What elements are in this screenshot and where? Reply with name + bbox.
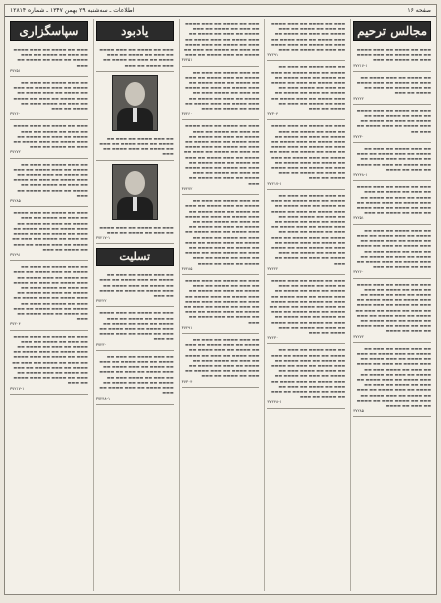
notice-number: ۳۷۲۴۸-۱: [95, 395, 111, 401]
notice-item: ▬▬▬ ▬▬ ▬▬▬▬ ▬▬ ▬▬▬ ▬▬▬▬ ▬▬ ▬▬▬ ▬▬ ▬▬▬▬ ▬▬ ▬▬▬ ▬▬▬▬ ▬▬ ▬▬▬ ▬▬ ▬▬▬▬ ▬▬ ▬▬▬ ۳۷۲۵۱: [10, 45, 88, 77]
notice-item: ▬▬▬ ▬▬ ▬▬▬▬ ▬▬ ▬▬▬ ▬▬▬▬ ▬▬ ▬▬▬ ▬▬ ▬▬▬▬ ▬▬ ▬▬▬ ▬▬▬▬ ▬▬ ▬▬▬ ▬▬ ▬▬▬▬ ▬▬ ▬▬▬ ▬▬▬▬ ▬▬ ▬▬▬: [96, 45, 174, 72]
notice-number: ۳۷۲۹۱: [181, 324, 193, 330]
notice-item: ▬▬ ▬▬▬ ▬▬▬▬ ▬▬ ▬▬▬ ▬▬ ▬▬▬▬ ▬▬ ▬▬▬ ▬▬▬▬ ▬▬ ▬▬▬ ▬▬ ▬▬▬▬ ▬▬ ▬▬▬ ▬▬▬▬ ▬▬ ▬▬▬ ▬▬▬▬ ▬▬ ▬▬▬ ▬▬ ▬▬▬▬ ▬▬ ▬▬▬ ۳۷۲۲۲: [96, 270, 174, 307]
notice-item: ▬▬▬ ▬▬ ▬▬▬▬ ▬▬ ▬▬▬ ▬▬▬▬ ▬▬ ▬▬▬ ▬▬ ▬▬▬▬ ▬▬ ▬▬▬ ▬▬▬▬ ▬▬ ▬▬▬ ▬▬ ▬▬▬▬ ▬▬ ▬▬▬ ▬▬▬▬ ▬▬ ▬▬▬ ▬▬▬▬ ▬▬ ▬▬▬ ▬▬ ▬▬▬▬ ▬▬ ▬▬▬ ▬▬▬▬ ▬▬ ▬▬▬ ▬▬ ▬▬▬▬ ▬▬ ▬▬▬ ▬▬ ▬▬▬▬ ▬▬ ▬▬▬ ▬▬▬▬ ▬▬ ▬▬▬ ▬▬ ▬▬▬▬ ▬▬ ▬▬▬ ▬▬▬▬ ▬▬ ▬▬▬ ▬▬ ▬▬▬▬ ▬▬ ▬▬▬ ▬▬▬▬ ▬▬ ▬▬▬ ▬▬ ▬▬▬▬ ▬▬ ▬▬▬ ▬▬▬▬ ▬▬ ▬▬▬ ۳۷۲۱۷-۱: [267, 121, 345, 189]
notice-number: ۳۷۲۳۰: [95, 341, 107, 347]
column-notices-3: [179, 19, 262, 591]
notice-item: ▬▬▬ ▬▬ ▬▬▬▬ ▬▬ ▬▬▬ ▬▬▬▬ ▬▬ ▬▬▬ ▬▬ ▬▬▬▬ ▬▬ ▬▬▬ ▬▬▬▬ ▬▬ ▬▬▬ ▬▬ ▬▬▬▬ ▬▬ ▬▬▬ ▬▬▬▬ ▬▬ ▬▬▬ ▬▬▬▬ ▬▬ ▬▬▬ ▬▬ ▬▬▬▬ ▬▬ ▬▬▬ ▬▬▬▬ ▬▬ ▬▬▬ ▬▬ ▬▬▬▬ ▬▬ ▬▬▬ ۳۷۲۵۱: [353, 182, 431, 224]
notice-item: ▬▬▬ ▬▬ ▬▬▬▬ ▬▬ ▬▬▬ ▬▬▬▬ ▬▬ ▬▬▬ ▬▬ ▬▬▬▬ ▬▬ ▬▬▬ ▬▬▬▬ ▬▬ ▬▬▬ ▬▬ ▬▬▬▬ ▬▬ ▬▬▬ ▬▬▬▬ ▬▬ ▬▬▬ ▬▬▬▬ ▬▬ ▬▬▬ ▬▬ ▬▬▬▬ ▬▬ ▬▬▬ ▬▬▬▬ ▬▬ ▬▬▬ ▬▬ ▬▬▬▬ ▬▬ ▬▬▬ ▬▬ ▬▬▬▬ ▬▬ ▬▬▬ ▬▬▬▬ ▬▬ ▬▬▬ ▬▬ ▬▬▬▬ ▬▬ ▬▬▬ ▬▬▬▬ ▬▬ ▬▬▬ ۳۷۲۹۱: [182, 276, 260, 334]
notice-item: ▬▬ ▬▬▬▬ ▬▬ ▬▬▬ ▬▬▬▬ ▬▬ ▬▬▬ ▬▬ ▬▬▬▬ ▬▬ ▬▬▬ ▬▬▬▬ ▬▬ ▬▬▬ ▬▬▬▬ ▬▬ ▬▬▬ ▬▬ ▬▬▬▬ ▬▬ ▬▬▬ ۳۷۲۲۲: [353, 73, 431, 105]
notice-item: ▬▬ ▬▬▬ ▬▬▬▬ ▬▬ ▬▬▬ ▬▬ ▬▬▬▬ ▬▬ ▬▬▬ ▬▬▬▬ ▬▬ ▬▬▬ ▬▬ ▬▬▬▬ ▬▬ ▬▬▬ ▬▬▬▬ ▬▬ ▬▬▬: [96, 134, 174, 161]
notice-number: ۳۷۲۲۲: [95, 298, 107, 304]
notice-item: ▬▬ ▬▬▬ ▬▬▬▬ ▬▬ ▬▬▬ ▬▬ ▬▬▬▬ ▬▬ ▬▬▬ ▬▬▬▬ ▬▬ ▬▬▬ ▬▬ ▬▬▬▬ ▬▬ ▬▬▬ ▬▬▬▬ ▬▬ ▬▬▬ ▬▬▬▬ ▬▬ ▬▬▬ ▬▬ ▬▬▬▬ ▬▬ ▬▬▬ ▬▬ ▬▬▬▬ ▬▬▬ ▬▬ ▬▬▬▬ ▬▬ ▬▬▬ ▬▬ ▬▬▬▬ ▬▬ ▬▬▬ ▬▬▬▬ ▬▬ ▬▬▬ ▬▬▬▬ ▬▬ ▬▬▬ ▬▬ ▬▬▬▬ ▬▬ ▬▬▬ ▬▬ ▬▬▬▬ ▬▬ ▬▬▬ ▬▬▬▬ ▬▬ ▬▬▬ ▬▬ ▬▬▬▬ ▬▬ ▬▬▬ ▬▬▬▬ ▬▬ ▬▬▬ ▬▬ ▬▬▬▬ ▬▬▬ ▬▬ ▬▬▬▬ ▬▬ ▬▬▬ ▬▬ ▬▬▬▬ ▬▬ ▬▬▬ ▬▬▬▬ ▬▬ ▬▬▬ ▬▬ ▬▬▬▬ ۳۷۲۸۵: [182, 196, 260, 275]
notice-number: ۳۷۲۷۲: [181, 185, 193, 191]
column-yadbood: [93, 19, 176, 591]
notice-number: ۳۷۲۳۰: [353, 133, 364, 139]
notice-item: ▬▬▬ ▬▬ ▬▬▬▬ ▬▬ ▬▬▬ ▬▬▬▬ ▬▬ ▬▬▬ ▬▬ ▬▬▬▬ ▬▬ ▬▬▬ ۳۷۲۱۷-۱: [96, 223, 174, 245]
notice-item: ▬▬▬ ▬▬ ▬▬▬▬ ▬▬ ▬▬▬ ▬▬▬▬ ▬▬ ▬▬▬ ▬▬ ▬▬▬▬ ▬▬ ▬▬▬ ▬▬▬▬ ▬▬ ▬▬▬ ▬▬ ▬▬▬▬ ▬▬ ▬▬▬ ▬▬▬▬ ▬▬ ▬▬▬ ▬▬▬▬ ▬▬ ▬▬▬ ▬▬ ▬▬▬▬ ▬▬ ▬▬▬ ▬▬▬▬ ▬▬ ▬▬▬ ▬▬ ▬▬▬▬ ▬▬ ▬▬▬ ▬▬ ▬▬▬▬ ▬▬ ▬▬▬ ▬▬▬▬ ▬▬ ▬▬▬ ▬▬ ▬▬▬▬ ▬▬ ▬▬▬ ▬▬▬▬ ▬▬ ▬▬▬ ▬▬ ▬▬▬▬ ▬▬ ▬▬▬ ▬▬▬▬ ▬▬ ▬▬▬ ▬▬ ▬▬▬▬ ۳۷۲۷۲: [353, 280, 431, 343]
notice-item: ▬▬▬ ▬▬ ▬▬▬▬ ▬▬ ▬▬▬ ▬▬▬▬ ▬▬ ▬▬▬ ▬▬ ▬▬▬▬ ▬▬ ▬▬▬ ▬▬▬▬ ▬▬ ▬▬▬ ▬▬ ▬▬▬▬ ▬▬ ▬▬▬ ▬▬▬▬ ▬▬ ▬▬▬ ▬▬▬▬ ▬▬ ▬▬▬ ▬▬ ▬▬▬▬ ▬▬ ▬▬▬ ۳۷۲۷۲: [10, 121, 88, 158]
notice-number: ۳۷۲۷۲: [10, 149, 21, 155]
notice-number: ۳۷۲۸۵: [353, 408, 364, 414]
notice-number: ۳۷۲۵۱: [10, 67, 21, 73]
notice-number: ۳۷۲۹۱: [267, 52, 279, 58]
issue-info: اطلاعات ـ سه‌شنبه ۲۹ بهمن ۱۳۴۷ ـ شماره ۱۲۸۱۴: [10, 7, 135, 14]
notice-item: ▬▬▬ ▬▬ ▬▬▬▬ ▬▬ ▬▬▬ ▬▬▬▬ ▬▬ ▬▬▬ ▬▬ ▬▬▬▬ ▬▬▬ ▬▬ ▬▬▬▬ ▬▬ ▬▬▬ ▬▬ ▬▬▬▬ ▬▬ ▬▬▬ ▬▬▬▬ ▬▬ ▬▬▬ ▬▬▬▬ ▬▬ ▬▬▬ ▬▬ ۳۷۲۳۰: [353, 106, 431, 143]
notice-number: ۳۷۲۵۱: [181, 57, 193, 63]
notice-number: ۳۷۲۶۰: [353, 269, 364, 275]
notice-item: ▬▬ ▬▬▬ ▬▬▬▬ ▬▬ ▬▬▬ ▬▬ ▬▬▬▬ ▬▬ ▬▬▬ ▬▬▬▬ ▬▬ ▬▬▬ ▬▬ ▬▬▬▬ ▬▬ ▬▬▬ ▬▬▬▬ ▬▬ ▬▬▬ ▬▬▬▬ ▬▬ ▬▬▬ ▬▬ ▬▬▬▬ ▬▬ ▬▬▬ ▬▬ ▬▬▬▬ ▬▬▬ ▬▬ ▬▬▬▬ ▬▬ ▬▬▬ ۳۷۲۶۰: [10, 78, 88, 120]
notice-item: ▬▬ ▬▬▬ ▬▬▬▬ ▬▬ ▬▬▬ ▬▬ ▬▬▬▬ ▬▬ ▬▬▬ ▬▬▬▬ ▬▬ ▬▬▬ ▬▬ ▬▬▬▬ ▬▬ ▬▬▬ ▬▬▬▬ ▬▬ ▬▬▬ ▬▬▬▬ ▬▬ ▬▬▬ ▬▬ ▬▬▬▬ ▬▬ ▬▬▬ ▬▬ ▬▬▬▬ ▬▬▬ ▬▬ ▬▬▬▬ ▬▬ ▬▬▬ ▬▬ ▬▬▬▬ ▬▬ ▬▬▬ ▬▬▬▬ ▬▬ ▬▬▬ ▬▬▬▬ ▬▬ ▬▬▬ ▬▬ ▬▬▬▬ ▬▬ ▬▬▬ ▬▬ ▬▬▬▬ ▬▬ ▬▬▬ ▬▬▬▬ ▬▬ ▬▬▬ ▬▬ ▬▬▬▬ ▬▬ ▬▬▬ ۳۷۲۴۸-۱: [267, 345, 345, 408]
section-header-majles-tarhim: مجالس ترحیم: [353, 21, 431, 41]
memorial-photo: [112, 164, 158, 220]
notice-number: ۳۷۲۶۰: [10, 111, 21, 117]
notice-item: ▬▬ ▬▬▬ ▬▬▬▬ ▬▬ ▬▬▬ ▬▬ ▬▬▬▬ ▬▬ ▬▬▬ ▬▬▬▬ ▬▬ ▬▬▬ ▬▬ ▬▬▬▬ ▬▬ ▬▬▬ ▬▬▬▬ ▬▬ ▬▬▬ ▬▬▬▬ ▬▬ ▬▬▬ ▬▬ ▬▬▬▬ ▬▬ ▬▬▬ ▬▬ ▬▬▬▬ ▬▬▬ ▬▬ ▬▬▬▬ ▬▬ ▬▬▬ ▬▬ ▬▬▬▬ ▬▬ ▬▬▬ ▬▬▬▬ ▬▬ ▬▬▬ ▬▬▬▬ ▬▬ ▬▬▬ ▬▬ ▬▬▬▬ ▬▬ ▬▬▬ ۳۷۲۶۰: [182, 68, 260, 121]
notice-number: ۳۷۲۳۰: [267, 335, 279, 341]
notice-item: ▬▬ ▬▬▬ ▬▬▬▬ ▬▬ ▬▬▬ ▬▬ ▬▬▬▬ ▬▬ ▬▬▬ ▬▬▬▬ ▬▬ ▬▬▬ ▬▬ ▬▬▬▬ ▬▬ ▬▬▬ ▬▬▬▬ ▬▬ ▬▬▬ ▬▬▬▬ ▬▬ ▬▬▬ ▬▬ ▬▬▬▬ ▬▬ ▬▬▬ ▬▬ ▬▬▬▬ ▬▬▬ ▬▬ ▬▬▬▬ ▬▬ ▬▬▬ ▬▬ ▬▬▬▬ ▬▬ ▬▬▬ ▬▬▬▬ ▬▬ ▬▬▬ ▬▬▬▬ ▬▬ ▬▬▬ ▬▬ ▬▬▬▬ ▬▬ ▬▬▬ ۳۷۲۶۰: [353, 226, 431, 279]
notice-item: ▬▬▬ ▬▬ ▬▬▬▬ ▬▬ ▬▬▬ ▬▬▬▬ ▬▬ ▬▬▬ ▬▬ ▬▬▬▬ ▬▬ ▬▬▬ ▬▬▬▬ ▬▬ ▬▬▬ ▬▬ ▬▬▬▬ ▬▬ ▬▬▬ ▬▬▬▬ ▬▬ ▬▬▬ ▬▬▬▬ ▬▬ ▬▬▬ ▬▬ ▬▬▬▬ ▬▬ ▬▬▬ ▬▬▬▬ ▬▬ ▬▬▬ ۳۷۲۳۰: [96, 308, 174, 350]
notice-number: ۳۷۲۵۱: [353, 215, 364, 221]
notice-item: ▬▬▬ ▬▬ ▬▬▬▬ ▬▬ ▬▬▬ ▬▬▬▬ ▬▬ ▬▬▬ ▬▬▬▬ ▬▬ ▬▬▬ ▬▬▬▬ ▬▬▬ ▬▬ ▬▬▬▬ ▬▬ ▬▬▬ ۳۷۲۱۷-۱: [353, 45, 431, 72]
columns-container: [8, 19, 433, 591]
notice-number: ۳۷۲۶۰: [181, 111, 193, 117]
newspaper-page: [4, 4, 437, 595]
notice-number: ۳۷۲۱۷-۱: [353, 62, 368, 68]
notice-item: ▬▬▬ ▬▬ ▬▬▬▬ ▬▬ ▬▬▬ ▬▬▬▬ ▬▬ ▬▬▬ ▬▬ ▬▬▬▬ ▬▬ ▬▬▬ ▬▬▬▬ ▬▬ ▬▬▬ ▬▬ ▬▬▬▬ ▬▬ ▬▬▬ ▬▬▬▬ ▬▬ ▬▬▬ ▬▬▬▬ ▬▬ ▬▬▬ ▬▬ ▬▬▬▬ ▬▬ ▬▬▬ ▬▬▬▬ ▬▬ ▬▬▬ ▬▬ ▬▬▬▬ ▬▬ ▬▬▬ ▬▬ ▬▬▬▬ ▬▬ ▬▬▬ ▬▬▬▬ ▬▬ ▬▬▬ ▬▬ ▬▬▬▬ ▬▬ ▬▬▬ ▬▬▬▬ ▬▬ ▬▬▬ ▬▬ ▬▬▬▬ ▬▬ ▬▬▬ ▬▬▬▬ ▬▬ ▬▬▬ ▬▬ ▬▬▬▬ ▬▬ ▬▬▬ ▬▬▬▬ ▬▬ ▬▬▬ ▬▬ ▬▬▬▬ ▬▬ ▬▬▬ ۳۷۲۷۲: [182, 121, 260, 195]
notice-item: ▬▬▬ ▬▬ ▬▬▬▬ ▬▬ ▬▬▬ ▬▬▬▬ ▬▬ ▬▬▬ ▬▬ ▬▬▬▬ ▬▬ ▬▬▬ ▬▬▬▬ ▬▬ ▬▬▬ ▬▬ ▬▬▬▬ ▬▬ ▬▬▬ ▬▬▬▬ ▬▬ ▬▬▬ ▬▬▬▬ ▬▬ ▬▬▬ ▬▬ ▬▬▬▬ ▬▬ ▬▬▬ ▬▬▬▬ ▬▬ ▬▬▬ ▬▬ ▬▬▬▬ ▬▬ ▬▬▬ ▬▬ ▬▬▬▬ ▬▬ ▬▬▬ ▬▬▬▬ ▬▬ ▬▬▬ ۳۷۲۵۱: [182, 19, 260, 67]
notice-number: ۳۷۲۱۷-۱: [10, 385, 25, 391]
notice-item: ▬▬▬ ▬▬ ▬▬▬▬ ▬▬ ▬▬▬ ▬▬▬▬ ▬▬ ▬▬▬ ▬▬ ▬▬▬▬ ▬▬ ▬▬▬ ▬▬▬▬ ▬▬ ▬▬▬ ▬▬ ▬▬▬▬ ▬▬ ▬▬▬ ▬▬▬▬ ▬▬ ▬▬▬ ▬▬▬▬ ▬▬ ▬▬▬ ▬▬ ▬▬▬▬ ▬▬ ▬▬▬ ▬▬▬▬ ▬▬ ▬▬▬ ▬▬ ▬▬▬▬ ▬▬ ▬▬▬ ▬▬ ▬▬▬▬ ▬▬ ▬▬▬ ▬▬▬▬ ▬▬ ▬▬▬ ▬▬ ▬▬▬▬ ▬▬ ▬▬▬ ▬▬▬▬ ▬▬ ▬▬▬ ▬▬ ▬▬▬▬ ▬▬ ▬▬▬ ▬▬▬▬ ▬▬ ▬▬▬ ▬▬ ▬▬▬▬ ▬▬ ▬▬▬ ▬▬▬▬ ▬▬ ▬▬▬ ۳۷۲۳۰: [267, 276, 345, 344]
notice-item: ▬▬ ▬▬▬ ▬▬▬▬ ▬▬ ▬▬▬ ▬▬ ▬▬▬▬ ▬▬ ▬▬▬ ▬▬▬▬ ▬▬ ▬▬▬ ▬▬ ▬▬▬▬ ▬▬ ▬▬▬ ▬▬▬▬ ▬▬ ▬▬▬ ▬▬▬▬ ▬▬ ▬▬▬ ▬▬ ▬▬▬▬ ▬▬ ▬▬▬ ▬▬ ▬▬▬▬ ▬▬▬ ▬▬ ▬▬▬▬ ▬▬ ▬▬▬ ▬▬ ▬▬▬▬ ▬▬ ▬▬▬ ▬▬▬▬ ▬▬ ▬▬▬ ▬▬▬▬ ▬▬ ▬▬▬ ▬▬ ▬▬▬▬ ▬▬ ▬▬▬ ▬▬ ▬▬▬▬ ▬▬ ▬▬▬ ▬▬▬▬ ▬▬ ▬▬▬ ▬▬ ▬▬▬▬ ▬▬ ▬▬▬ ▬▬▬▬ ▬▬ ▬▬▬ ۳۷۳۰۴: [10, 262, 88, 330]
notice-item: ▬▬▬ ▬▬ ▬▬▬▬ ▬▬ ▬▬▬ ▬▬▬▬ ▬▬ ▬▬▬ ▬▬ ▬▬▬▬ ▬▬ ▬▬▬ ▬▬▬▬ ▬▬ ▬▬▬ ▬▬ ▬▬▬▬ ▬▬ ▬▬▬ ▬▬▬▬ ▬▬ ▬▬▬ ▬▬▬▬ ▬▬ ▬▬▬ ▬▬ ▬▬▬▬ ▬▬ ▬▬▬ ▬▬▬▬ ▬▬ ▬▬▬ ▬▬ ▬▬▬▬ ▬▬ ▬▬▬ ۳۷۲۹۱: [267, 19, 345, 61]
notice-item: ▬▬ ▬▬▬ ▬▬▬▬ ▬▬ ▬▬▬ ▬▬ ▬▬▬▬ ▬▬ ▬▬▬ ▬▬▬▬ ▬▬ ▬▬▬ ▬▬ ▬▬▬▬ ▬▬ ▬▬▬ ▬▬▬▬ ▬▬ ▬▬▬ ▬▬▬▬ ▬▬ ▬▬▬ ▬▬ ▬▬▬▬ ▬▬ ▬▬▬ ▬▬ ▬▬▬▬ ۳۷۲۴۸-۱: [353, 144, 431, 181]
section-header-yadbood: یادبود: [96, 21, 174, 41]
notice-number: ۳۷۲۱۷-۱: [267, 180, 282, 186]
column-majles-tarhim: [350, 19, 433, 591]
notice-number: ۳۷۲۲۲: [267, 265, 279, 271]
memorial-photo: [112, 75, 158, 131]
notice-number: ۳۷۲۸۵: [181, 265, 193, 271]
section-header-sepasgozari: سپاسگزاری: [10, 21, 88, 41]
notice-number: ۳۷۲۹۱: [10, 251, 21, 257]
notice-item: ▬▬ ▬▬▬ ▬▬▬▬ ▬▬ ▬▬▬ ▬▬ ▬▬▬▬ ▬▬ ▬▬▬ ▬▬▬▬ ▬▬ ▬▬▬ ▬▬ ▬▬▬▬ ▬▬ ▬▬▬ ▬▬▬▬ ▬▬ ▬▬▬ ▬▬▬▬ ▬▬ ▬▬▬ ▬▬ ▬▬▬▬ ▬▬ ▬▬▬ ▬▬ ▬▬▬▬ ▬▬▬ ▬▬ ▬▬▬▬ ▬▬ ▬▬▬ ▬▬ ▬▬▬▬ ▬▬ ▬▬▬ ۳۷۲۸۵: [10, 160, 88, 208]
column-sepasgozari: [8, 19, 90, 591]
notice-item: ▬▬▬ ▬▬ ▬▬▬▬ ▬▬ ▬▬▬ ▬▬▬▬ ▬▬ ▬▬▬ ▬▬ ▬▬▬▬ ▬▬ ▬▬▬ ▬▬▬▬ ▬▬ ▬▬▬ ▬▬ ▬▬▬▬ ▬▬ ▬▬▬ ▬▬▬▬ ▬▬ ▬▬▬ ▬▬▬▬ ▬▬ ▬▬▬ ▬▬ ▬▬▬▬ ▬▬ ▬▬▬ ▬▬▬▬ ▬▬ ▬▬▬ ▬▬ ▬▬▬▬ ▬▬ ▬▬▬ ▬▬ ▬▬▬▬ ▬▬ ▬▬▬ ▬▬▬▬ ▬▬ ▬▬▬ ▬▬ ▬▬▬▬ ▬▬ ▬▬▬ ▬▬▬▬ ▬▬ ▬▬▬ ▬▬ ▬▬▬▬ ▬▬ ▬▬▬ ▬▬▬▬ ▬▬ ▬▬▬ ۳۷۲۱۷-۱: [10, 332, 88, 395]
notice-number: ۳۷۳۰۴: [181, 378, 193, 384]
notice-item: ▬▬ ▬▬▬ ▬▬▬▬ ▬▬ ▬▬▬ ▬▬ ▬▬▬▬ ▬▬ ▬▬▬ ▬▬▬▬ ▬▬ ▬▬▬ ▬▬ ▬▬▬▬ ▬▬ ▬▬▬ ▬▬▬▬ ▬▬ ▬▬▬ ▬▬▬▬ ▬▬ ▬▬▬ ▬▬ ▬▬▬▬ ▬▬ ▬▬▬ ▬▬ ▬▬▬▬ ▬▬▬ ▬▬ ▬▬▬▬ ▬▬ ▬▬▬ ▬▬ ▬▬▬▬ ▬▬ ▬▬▬ ▬▬▬▬ ▬▬ ▬▬▬ ▬▬▬▬ ▬▬ ▬▬▬ ▬▬ ▬▬▬▬ ▬▬ ▬▬▬ ۳۷۳۰۴: [182, 335, 260, 388]
notice-number: ۳۷۲۴۸-۱: [353, 172, 368, 178]
section-header-tasliyat: تسلیت: [96, 248, 174, 266]
notice-number: ۳۷۳۰۴: [10, 321, 21, 327]
notice-item: ▬▬ ▬▬▬ ▬▬▬▬ ▬▬ ▬▬▬ ▬▬ ▬▬▬▬ ▬▬ ▬▬▬ ▬▬▬▬ ▬▬ ▬▬▬ ▬▬ ▬▬▬▬ ▬▬ ▬▬▬ ▬▬▬▬ ▬▬ ▬▬▬ ▬▬▬▬ ▬▬ ▬▬▬ ▬▬ ▬▬▬▬ ▬▬ ▬▬▬ ▬▬ ▬▬▬▬ ▬▬▬ ▬▬ ▬▬▬▬ ▬▬ ▬▬▬ ▬▬ ▬▬▬▬ ▬▬ ▬▬▬ ▬▬▬▬ ▬▬ ▬▬▬ ▬▬▬▬ ▬▬ ▬▬▬ ۳۷۲۴۸-۱: [96, 352, 174, 405]
notice-number: ۳۷۲۸۵: [10, 198, 21, 204]
page-header-bar: [5, 5, 436, 17]
notice-number: ۳۷۲۴۸-۱: [267, 399, 282, 405]
notice-number: ۳۷۲۲۲: [353, 95, 364, 101]
notice-item: ▬▬▬ ▬▬ ▬▬▬▬ ▬▬ ▬▬▬ ▬▬▬▬ ▬▬ ▬▬▬ ▬▬ ▬▬▬▬ ▬▬ ▬▬▬ ▬▬▬▬ ▬▬ ▬▬▬ ▬▬ ▬▬▬▬ ▬▬ ▬▬▬ ▬▬▬▬ ▬▬ ▬▬▬ ▬▬▬▬ ▬▬ ▬▬▬ ▬▬ ▬▬▬▬ ▬▬ ▬▬▬ ▬▬▬▬ ▬▬ ▬▬▬ ▬▬ ▬▬▬▬ ▬▬ ▬▬▬ ▬▬ ▬▬▬▬ ▬▬ ▬▬▬ ▬▬▬▬ ▬▬ ▬▬▬ ▬▬ ▬▬▬▬ ▬▬ ▬▬▬ ۳۷۲۹۱: [10, 208, 88, 261]
notice-number: ۳۷۲۷۲: [353, 333, 364, 339]
notice-number: ۳۷۲۱۷-۱: [95, 235, 111, 241]
column-notices-2: [264, 19, 347, 591]
page-number: صفحه ۱۶: [407, 7, 431, 14]
notice-item: ▬▬ ▬▬▬ ▬▬▬▬ ▬▬ ▬▬▬ ▬▬ ▬▬▬▬ ▬▬ ▬▬▬ ▬▬▬▬ ▬▬ ▬▬▬ ▬▬ ▬▬▬▬ ▬▬ ▬▬▬ ▬▬▬▬ ▬▬ ▬▬▬ ▬▬▬▬ ▬▬ ▬▬▬ ▬▬ ▬▬▬▬ ▬▬ ▬▬▬ ▬▬ ▬▬▬▬ ▬▬▬ ▬▬ ▬▬▬▬ ▬▬ ▬▬▬ ▬▬ ▬▬▬▬ ▬▬ ▬▬▬ ▬▬▬▬ ▬▬ ▬▬▬ ▬▬▬▬ ▬▬ ▬▬▬ ▬▬ ▬▬▬▬ ▬▬ ▬▬▬ ▬▬ ▬▬▬▬ ▬▬ ▬▬▬ ▬▬▬▬ ▬▬ ▬▬▬ ▬▬ ▬▬▬▬ ▬▬ ▬▬▬ ▬▬▬▬ ▬▬ ▬▬▬ ▬▬ ▬▬▬▬ ▬▬▬ ▬▬ ▬▬▬▬ ▬▬ ▬▬▬ ▬▬ ▬▬▬▬ ۳۷۲۸۵: [353, 344, 431, 418]
notice-item: ▬▬ ▬▬▬ ▬▬▬▬ ▬▬ ▬▬▬ ▬▬ ▬▬▬▬ ▬▬ ▬▬▬ ▬▬▬▬ ▬▬ ▬▬▬ ▬▬ ▬▬▬▬ ▬▬ ▬▬▬ ▬▬▬▬ ▬▬ ▬▬▬ ▬▬▬▬ ▬▬ ▬▬▬ ▬▬ ▬▬▬▬ ▬▬ ▬▬▬ ▬▬ ▬▬▬▬ ▬▬▬ ▬▬ ▬▬▬▬ ▬▬ ▬▬▬ ▬▬ ▬▬▬▬ ▬▬ ▬▬▬ ▬▬▬▬ ▬▬ ▬▬▬ ▬▬▬▬ ▬▬ ▬▬▬ ▬▬ ▬▬▬▬ ▬▬ ▬▬▬ ▬▬ ▬▬▬▬ ▬▬ ▬▬▬ ▬▬▬▬ ▬▬ ▬▬▬ ▬▬ ▬▬▬▬ ▬▬ ▬▬▬ ▬▬▬▬ ▬▬ ▬▬▬ ▬▬ ▬▬▬▬ ▬▬▬ ▬▬ ▬▬▬▬ ▬▬ ▬▬▬ ▬▬ ▬▬▬▬ ▬▬ ▬▬▬ ▬▬▬▬ ▬▬ ▬▬▬ ▬▬ ▬▬▬▬ ▬▬ ▬▬▬ ۳۷۲۲۲: [267, 191, 345, 275]
notice-number: ۳۷۳۰۴: [267, 111, 279, 117]
notice-item: ▬▬ ▬▬▬ ▬▬▬▬ ▬▬ ▬▬▬ ▬▬ ▬▬▬▬ ▬▬ ▬▬▬ ▬▬▬▬ ▬▬ ▬▬▬ ▬▬ ▬▬▬▬ ▬▬ ▬▬▬ ▬▬▬▬ ▬▬ ▬▬▬ ▬▬▬▬ ▬▬ ▬▬▬ ▬▬ ▬▬▬▬ ▬▬ ▬▬▬ ▬▬ ▬▬▬▬ ▬▬▬ ▬▬ ▬▬▬▬ ▬▬ ▬▬▬ ▬▬ ▬▬▬▬ ▬▬ ▬▬▬ ▬▬▬▬ ▬▬ ▬▬▬ ▬▬▬▬ ▬▬ ▬▬▬ ▬▬ ▬▬▬▬ ▬▬ ▬▬▬ ▬▬ ▬▬▬▬ ▬▬ ▬▬▬ ۳۷۳۰۴: [267, 62, 345, 120]
